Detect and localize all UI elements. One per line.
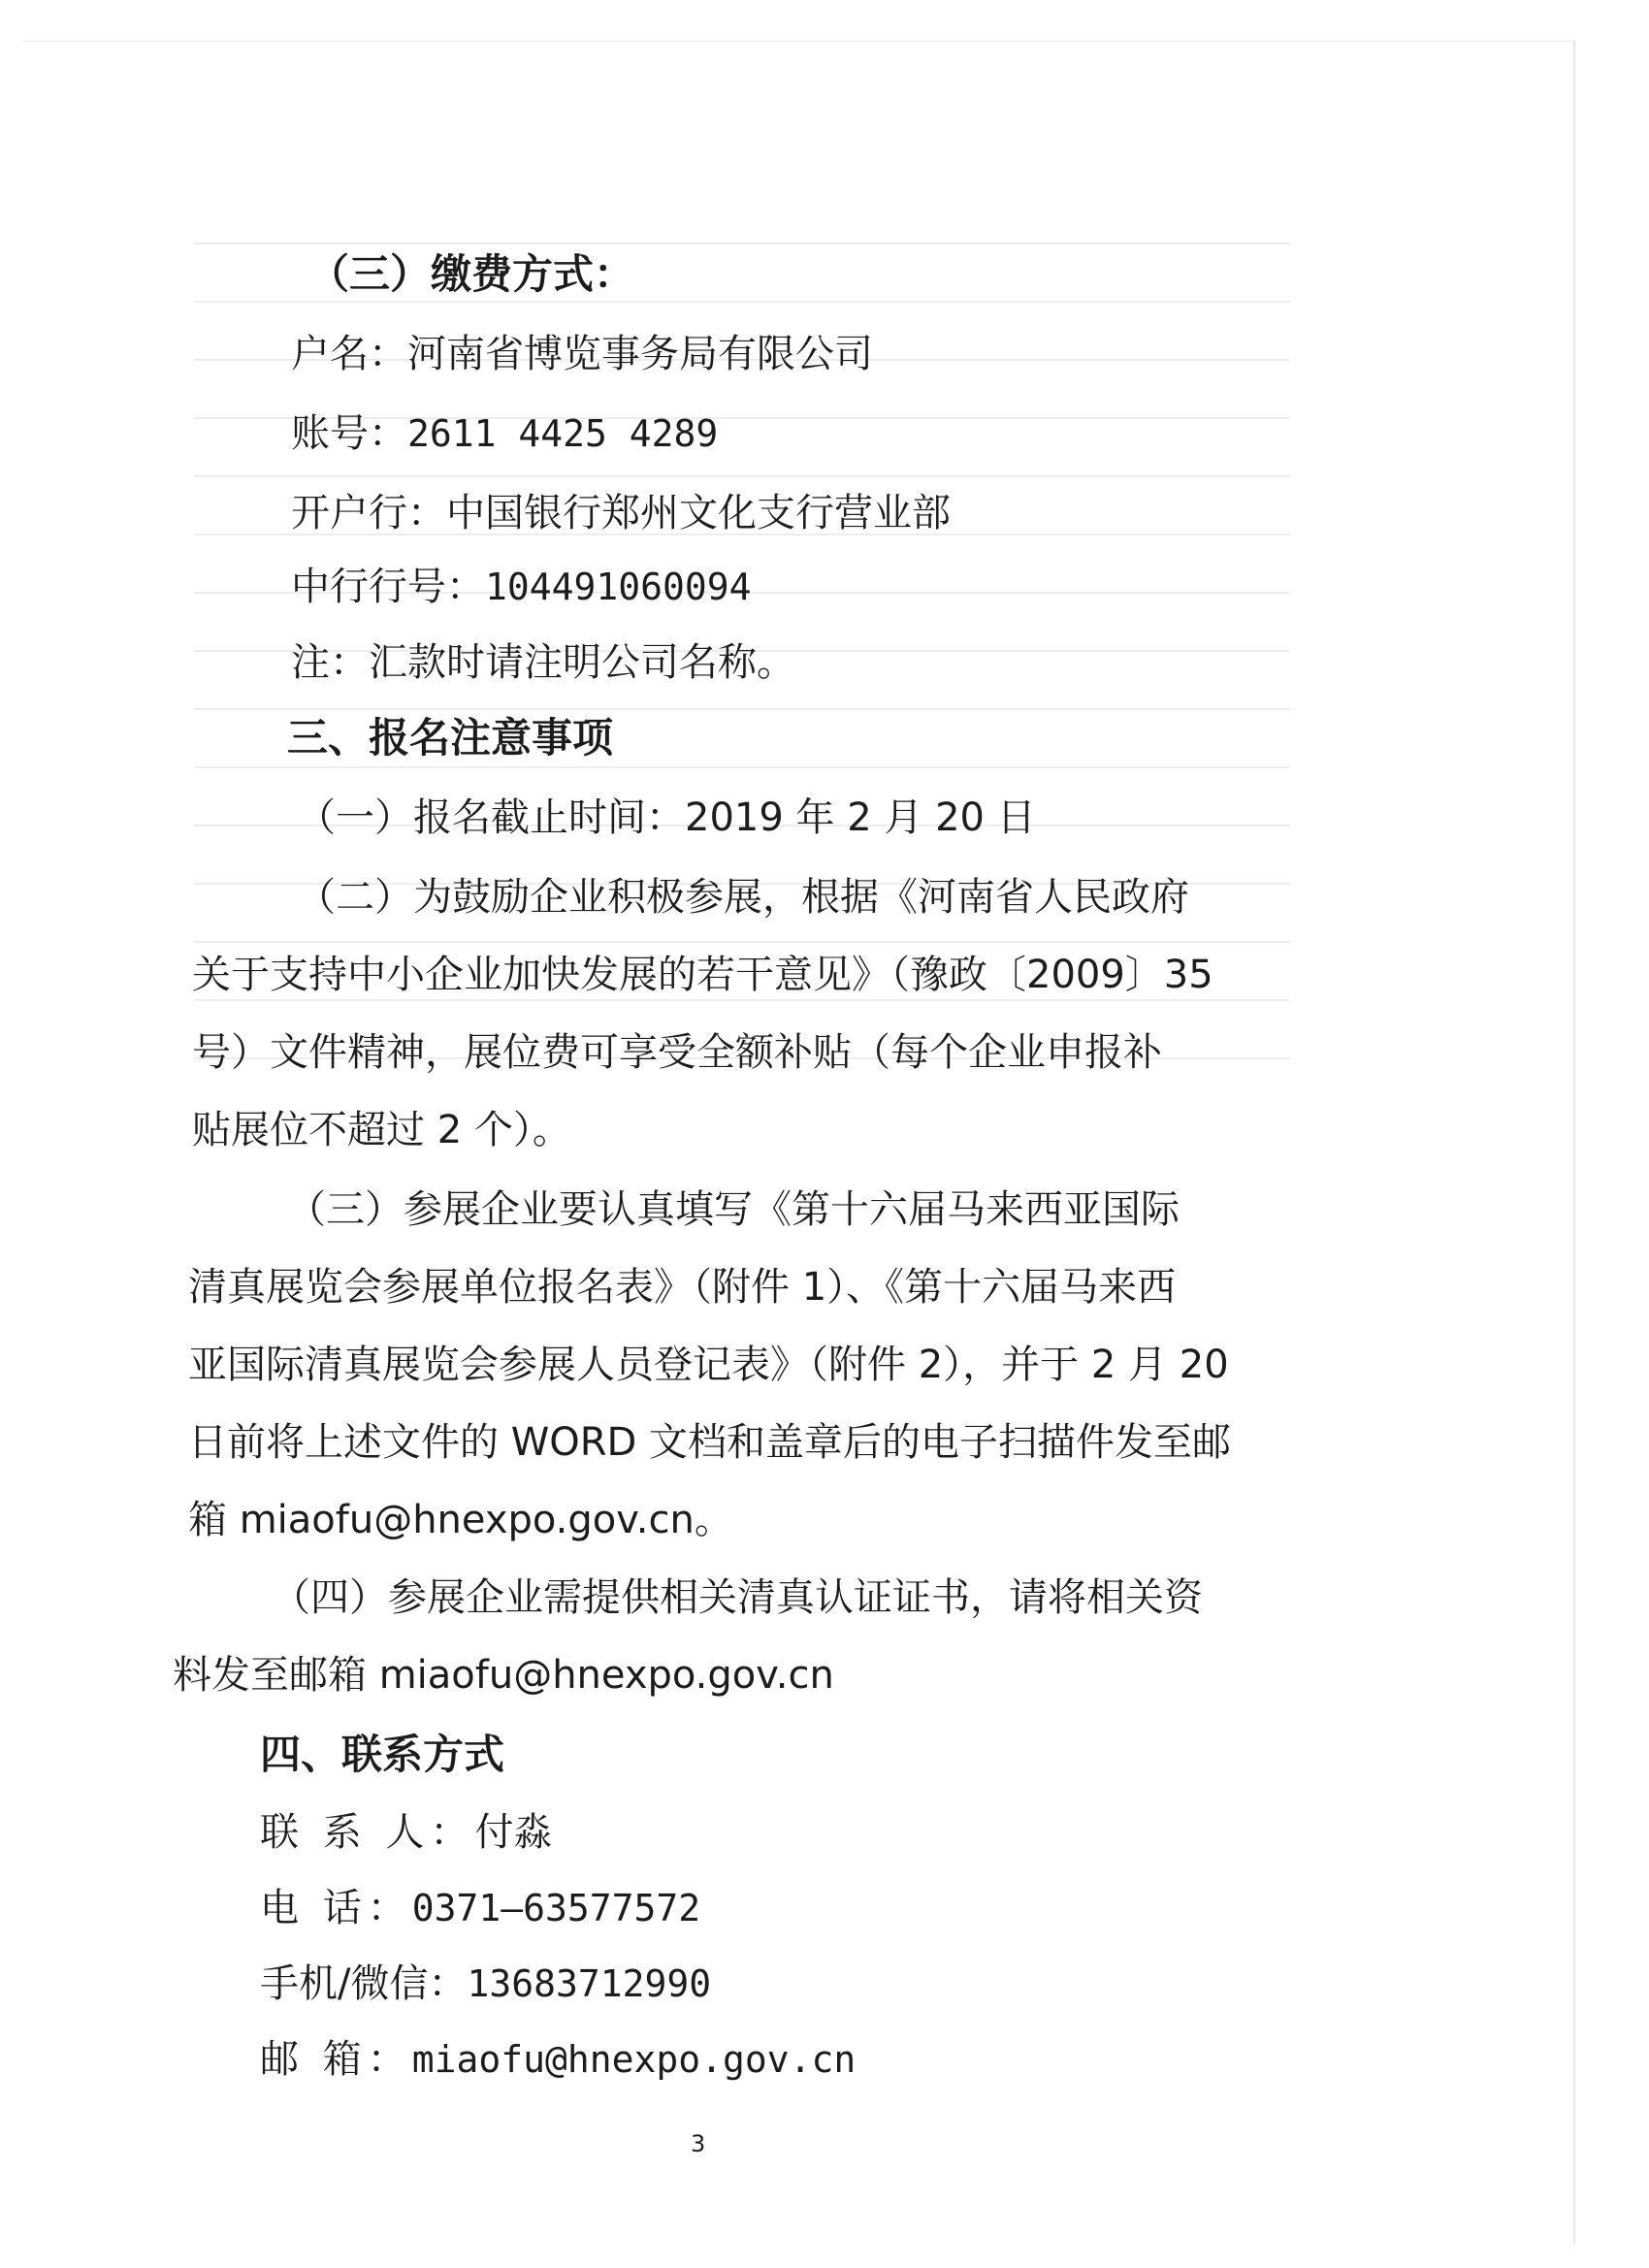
registration-item-2-line-3: 号）文件精神，展位费可享受全额补贴（每个企业申报补 xyxy=(192,1030,1162,1075)
bank-code: 104491060094 xyxy=(485,566,752,608)
account-number-row xyxy=(291,409,718,458)
registration-item-2-line-1: （二）为鼓励企业积极参展，根据《河南省人民政府 xyxy=(297,875,1189,920)
payment-note: 注：汇款时请注明公司名称。 xyxy=(291,640,795,685)
registration-item-3-line-1: （三）参展企业要认真填写《第十六届马来西亚国际 xyxy=(287,1187,1180,1232)
contact-person-label: 联 系 人： xyxy=(260,1810,475,1855)
contact-email-label: 邮 箱： xyxy=(260,2037,412,2082)
contact-mobile: 13683712990 xyxy=(467,1962,712,2005)
contact-mobile-row xyxy=(260,1960,711,2008)
contact-phone-label: 电 话： xyxy=(260,1886,412,1930)
account-number-label: 账号： xyxy=(291,411,407,456)
contact-phone: 0371—63577572 xyxy=(411,1887,701,1929)
contact-heading: 四、联系方式 xyxy=(260,1731,505,1778)
payment-heading: （三）缴费方式： xyxy=(308,250,635,298)
account-number: 2611 4425 4289 xyxy=(407,412,719,455)
page-number: 3 xyxy=(691,2130,706,2157)
registration-heading: 三、报名注意事项 xyxy=(287,714,614,761)
bank-name: 开户行：中国银行郑州文化支行营业部 xyxy=(291,491,951,535)
contact-person: 付淼 xyxy=(474,1810,553,1855)
bank-code-label: 中行行号： xyxy=(291,565,485,609)
registration-item-4-line-1: （四）参展企业需提供相关清真认证证书，请将相关资 xyxy=(272,1575,1203,1620)
registration-item-4-line-2: 料发至邮箱 miaofu@hnexpo.gov.cn xyxy=(173,1653,834,1698)
contact-phone-row xyxy=(260,1884,700,1932)
registration-item-3-line-4: 日前将上述文件的 WORD 文档和盖章后的电子扫描件发至邮 xyxy=(188,1420,1232,1465)
bank-code-row xyxy=(291,563,752,611)
registration-item-2-line-4: 贴展位不超过 2 个）。 xyxy=(192,1108,571,1152)
contact-person-row xyxy=(260,1808,552,1857)
contact-email: miaofu@hnexpo.gov.cn xyxy=(411,2038,857,2081)
contact-email-row xyxy=(260,2035,856,2084)
contact-mobile-label: 手机/微信： xyxy=(260,1961,468,2006)
registration-item-3-line-2: 清真展览会参展单位报名表》（附件 1）、《第十六届马来西 xyxy=(188,1265,1177,1310)
registration-item-1: （一）报名截止时间：2019 年 2 月 20 日 xyxy=(297,795,1036,840)
registration-item-2-line-2: 关于支持中小企业加快发展的若干意见》（豫政〔2009〕35 xyxy=(192,953,1213,997)
registration-item-3-line-5: 箱 miaofu@hnexpo.gov.cn。 xyxy=(188,1498,733,1542)
account-name: 户名：河南省博览事务局有限公司 xyxy=(291,332,873,376)
registration-item-3-line-3: 亚国际清真展览会参展人员登记表》（附件 2），并于 2 月 20 xyxy=(188,1343,1229,1387)
